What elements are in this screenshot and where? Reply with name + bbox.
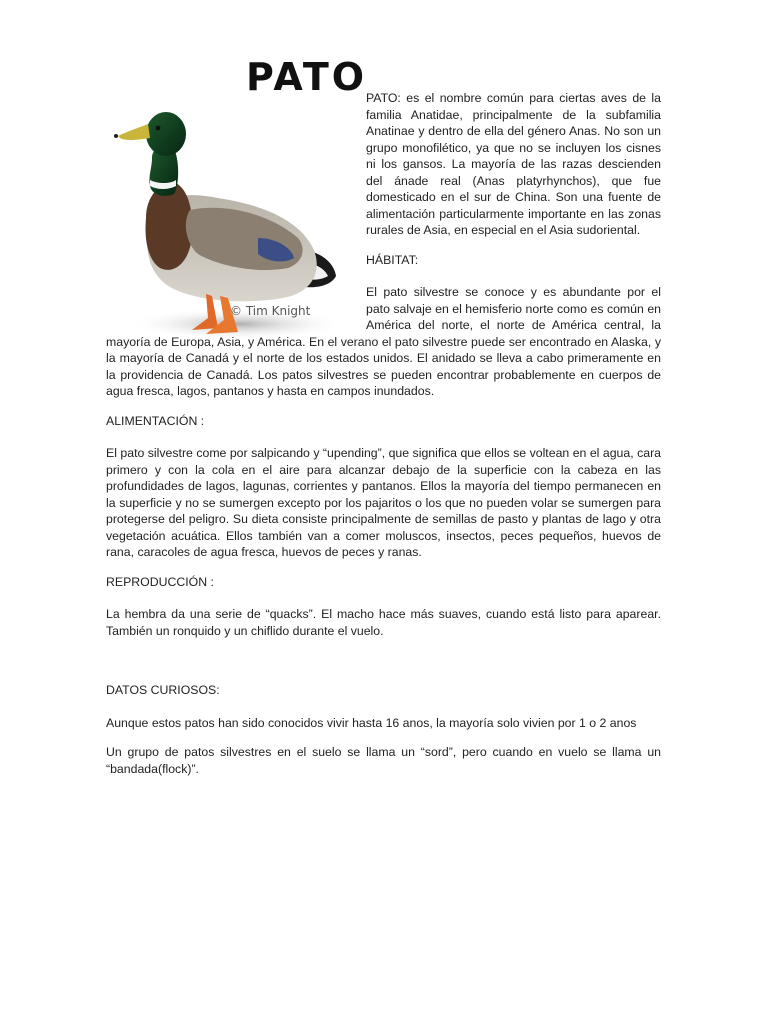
section-text-reproduccion: La hembra da una serie de “quacks”. El macho hace más suaves, cuando está listo para aparear. También un ronquido y un chiflido durante el vuelo. [106, 607, 661, 638]
section-heading-habitat: HÁBITAT: [366, 252, 419, 267]
section-heading-datos-curiosos: DATOS CURIOSOS: [106, 683, 220, 697]
intro-paragraph: PATO: es el nombre común para ciertas aves de la familia Anatidae, principalmente de la subfamilia Anatinae y dentro de ella del género Anas. No son un grupo monofilético, ya que no se incluyen los cisnes ni los gansos. La mayoría de las razas descienden del ánade real (Anas platyrhynchos), que fue domesticado en el sur de China. Son una fuente de alimentación particularmente importante en las zonas rurales de Asia, en especial en el Asia sudoriental. [366, 91, 661, 237]
section-text-alimentacion: El pato silvestre come por salpicando y “upending”, que significa que ellos se voltean en el agua, cara primero y con la cola en el aire para alcanzar debajo de la superficie con la cabeza en las profundidades de lagos, lagunas, corrientes y pantanos. Ellos la mayoría del tiempo permanecen en la superficie y no se sumergen excepto por los pajaritos o los que no pueden volar se sumergen para protegerse del peligro. Su dieta consiste principalmente de semillas de pasto y plantas de lago y otra vegetación acuática. Ellos también van a comer moluscos, insectos, peces pequeños, huevos de rana, caracoles de agua fresca, huevos de peces y ranas. [106, 446, 661, 559]
page-title: PATO [246, 55, 368, 99]
image-float-spacer [106, 50, 366, 320]
document-body [106, 50, 661, 790]
image-credit: © Tim Knight [230, 304, 311, 318]
spacer [106, 652, 661, 682]
curious-fact: Aunque estos patos han sido conocidos vivir hasta 16 anos, la mayoría solo vivien por 1 o 2 anos [106, 715, 637, 730]
section-heading-reproduccion: REPRODUCCIÓN : [106, 574, 214, 589]
curious-fact: Un grupo de patos silvestres en el suelo se llama un “sord”, pero cuando en vuelo se llama un “bandada(flock)”. [106, 745, 661, 776]
section-heading-alimentacion: ALIMENTACIÓN : [106, 413, 205, 428]
section-text-habitat: El pato silvestre se conoce y es abundante por el pato salvaje en el hemisferio norte como es común en América del norte, el norte de América central, la mayoría de Europa, Asia, y América. En el verano el pato silvestre puede ser encontrado en Alaska, y la mayoría de Canadá y el norte de los estados unidos. El anidado se lleva a cabo primeramente en la providencia de Canadá. Los patos silvestres se pueden encontrar probablemente en cuerpos de agua fresca, lagos, pantanos y hasta en campos inundados. [106, 285, 661, 398]
